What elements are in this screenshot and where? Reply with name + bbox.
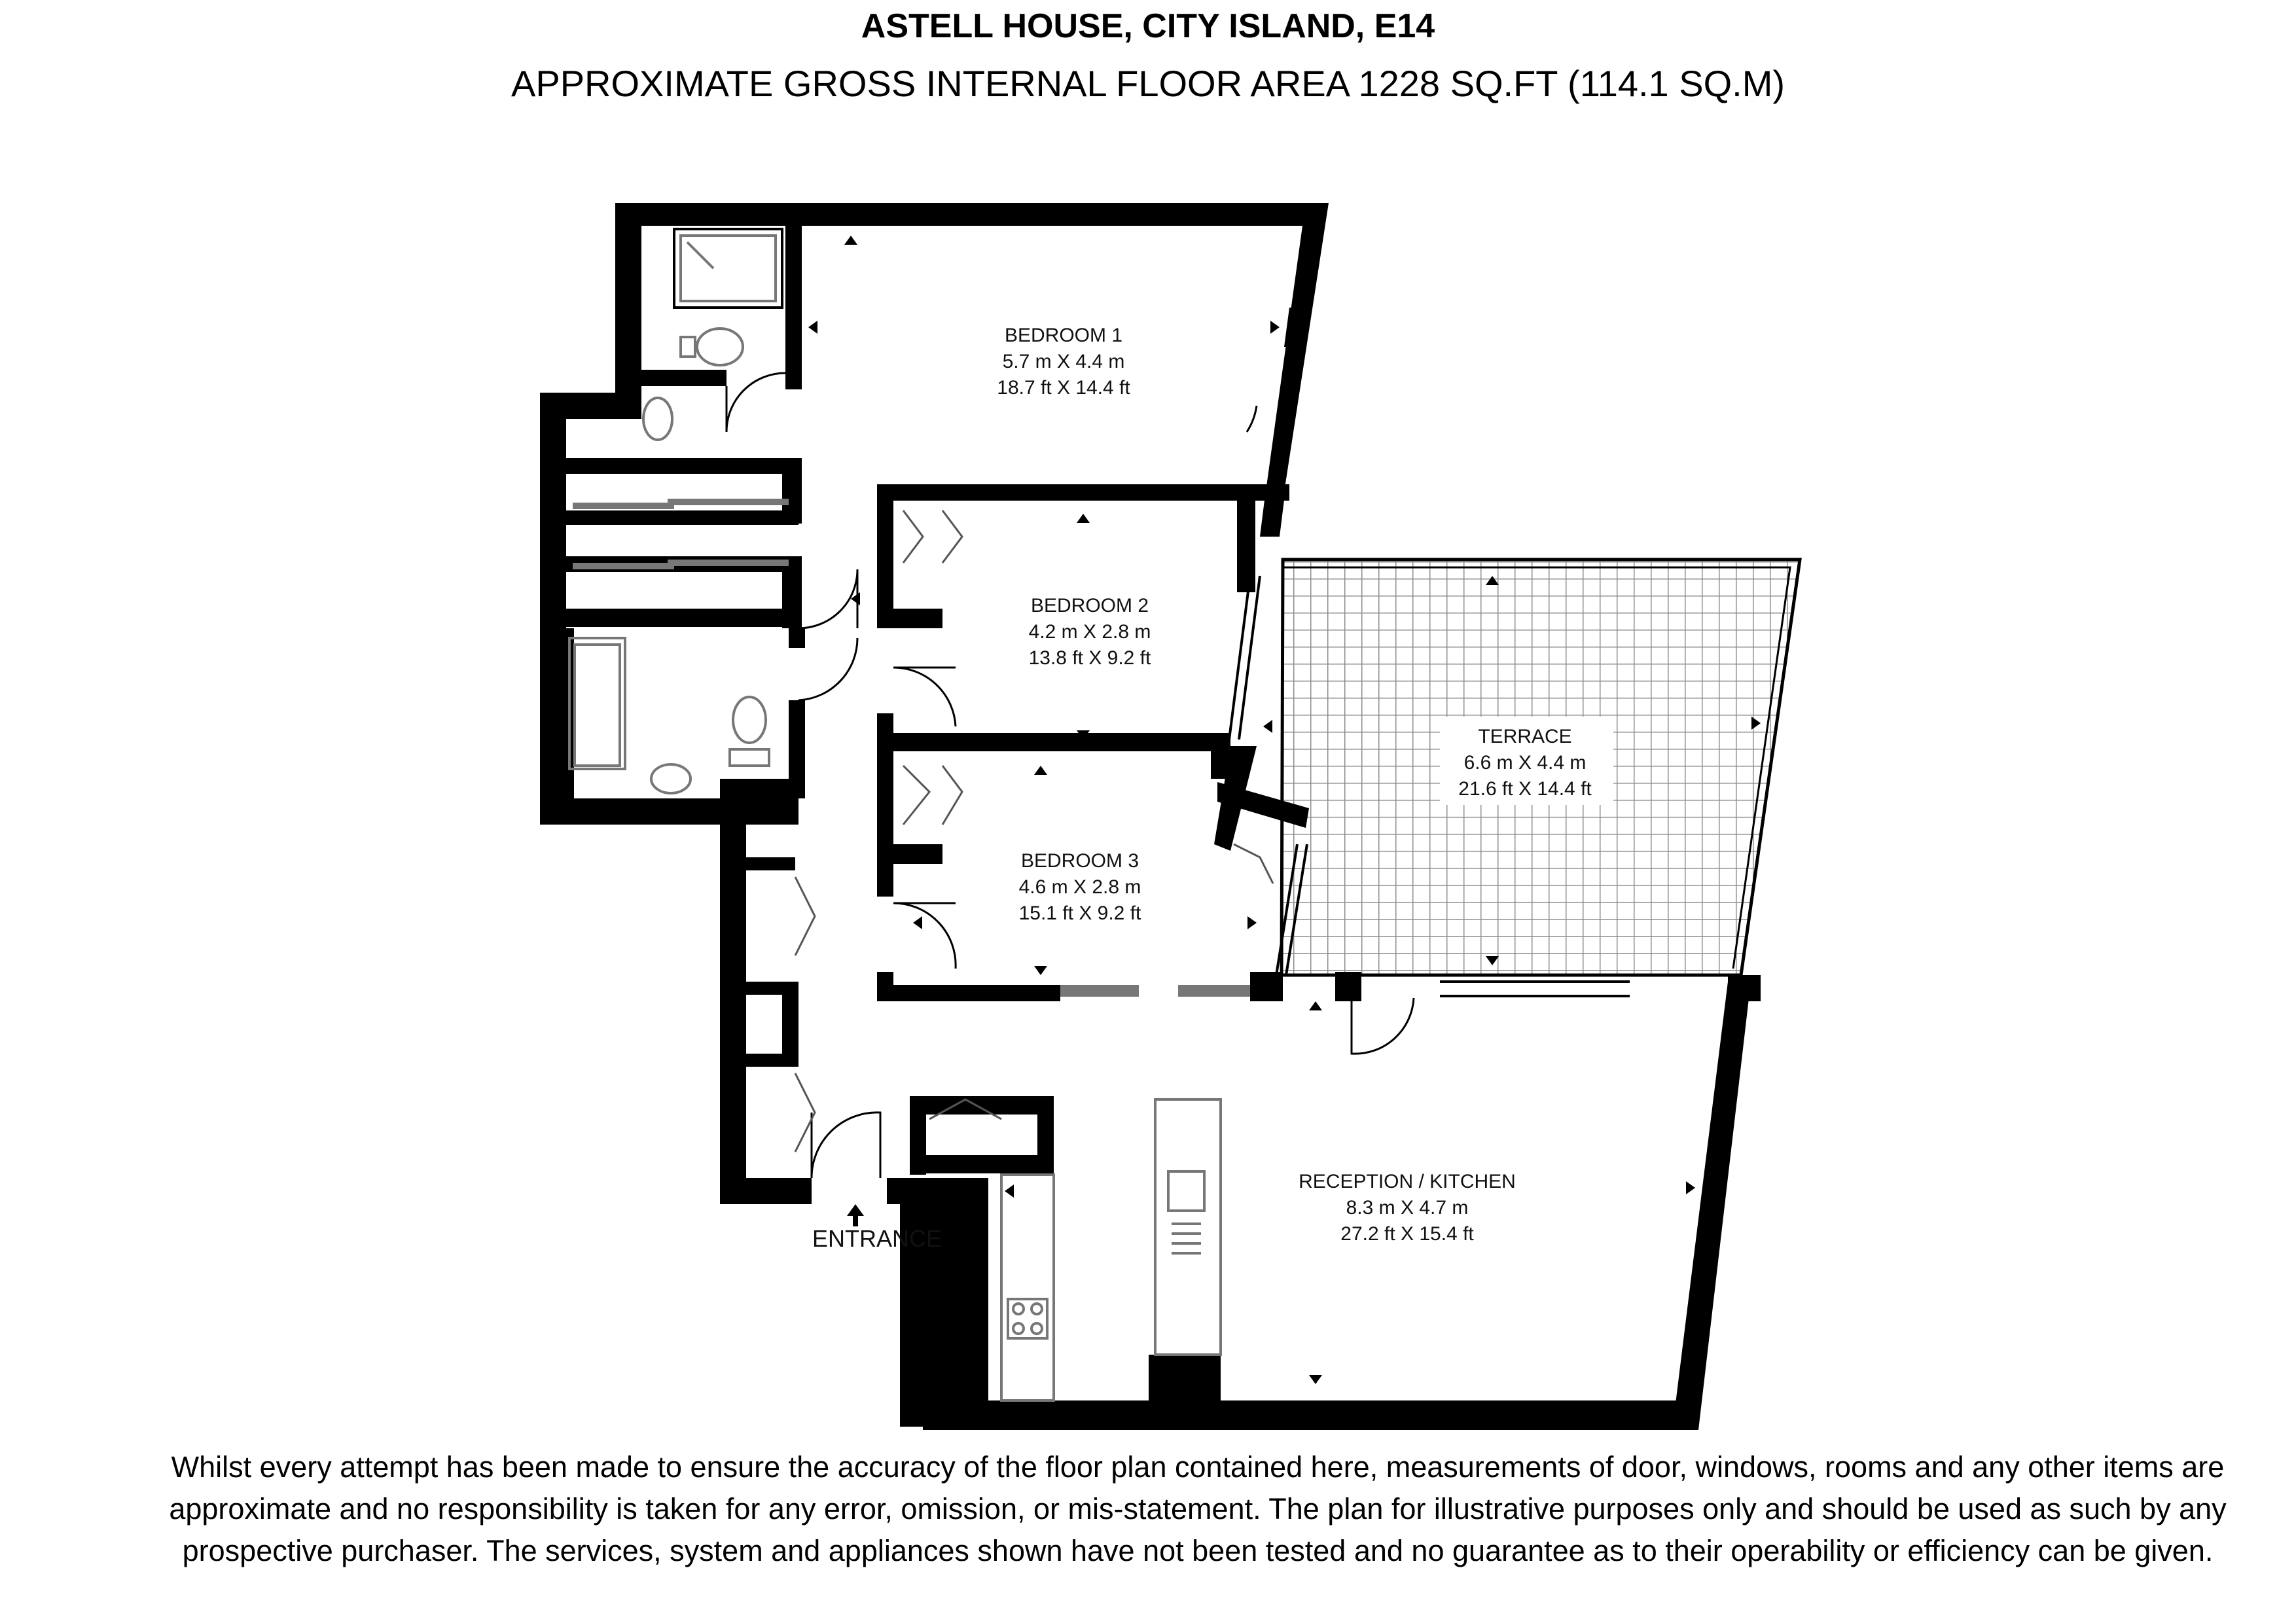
disclaimer-text: Whilst every attempt has been made to ensure the accuracy of the floor plan contained here, measurements of door, windows, rooms and any other items are approximate and no responsibility is taken for any error, omission, or mis-statement. The plan for illustrative purposes only and should be used as such by any prospective purchaser. The services, system and appliances shown have not been tested and no guarantee as to their operability or efficiency can be given. [169, 1450, 2227, 1567]
room-imperial: 18.7 ft X 14.4 ft [997, 377, 1130, 399]
room-metric: 8.3 m X 4.7 m [1346, 1197, 1469, 1219]
room-bedroom-2 [1029, 595, 1151, 669]
room-name: BEDROOM 3 [1020, 850, 1139, 872]
room-metric: 4.2 m X 2.8 m [1028, 621, 1151, 643]
floor-area-subtitle: APPROXIMATE GROSS INTERNAL FLOOR AREA 1228 SQ.FT (114.1 SQ.M) [511, 63, 1785, 104]
page-title: ASTELL HOUSE, CITY ISLAND, E14 [861, 7, 1435, 45]
room-bedroom-3 [1019, 850, 1141, 924]
room-imperial: 15.1 ft X 9.2 ft [1018, 902, 1141, 924]
room-name: TERRACE [1478, 726, 1572, 747]
entrance-arrow-icon [847, 1204, 864, 1226]
room-reception-kitchen [1299, 1171, 1516, 1245]
room-imperial: 13.8 ft X 9.2 ft [1028, 647, 1151, 669]
entrance-label: ENTRANCE [812, 1225, 942, 1252]
room-name: BEDROOM 1 [1004, 325, 1123, 346]
room-name: BEDROOM 2 [1030, 595, 1149, 616]
room-metric: 5.7 m X 4.4 m [1002, 351, 1125, 372]
room-imperial: 21.6 ft X 14.4 ft [1458, 778, 1592, 800]
room-name: RECEPTION / KITCHEN [1299, 1171, 1516, 1192]
room-metric: 4.6 m X 2.8 m [1018, 876, 1141, 898]
room-imperial: 27.2 ft X 15.4 ft [1340, 1223, 1474, 1245]
room-bedroom-1 [997, 325, 1130, 399]
room-metric: 6.6 m X 4.4 m [1463, 752, 1587, 774]
kitchen-fixtures [1001, 1099, 1221, 1400]
